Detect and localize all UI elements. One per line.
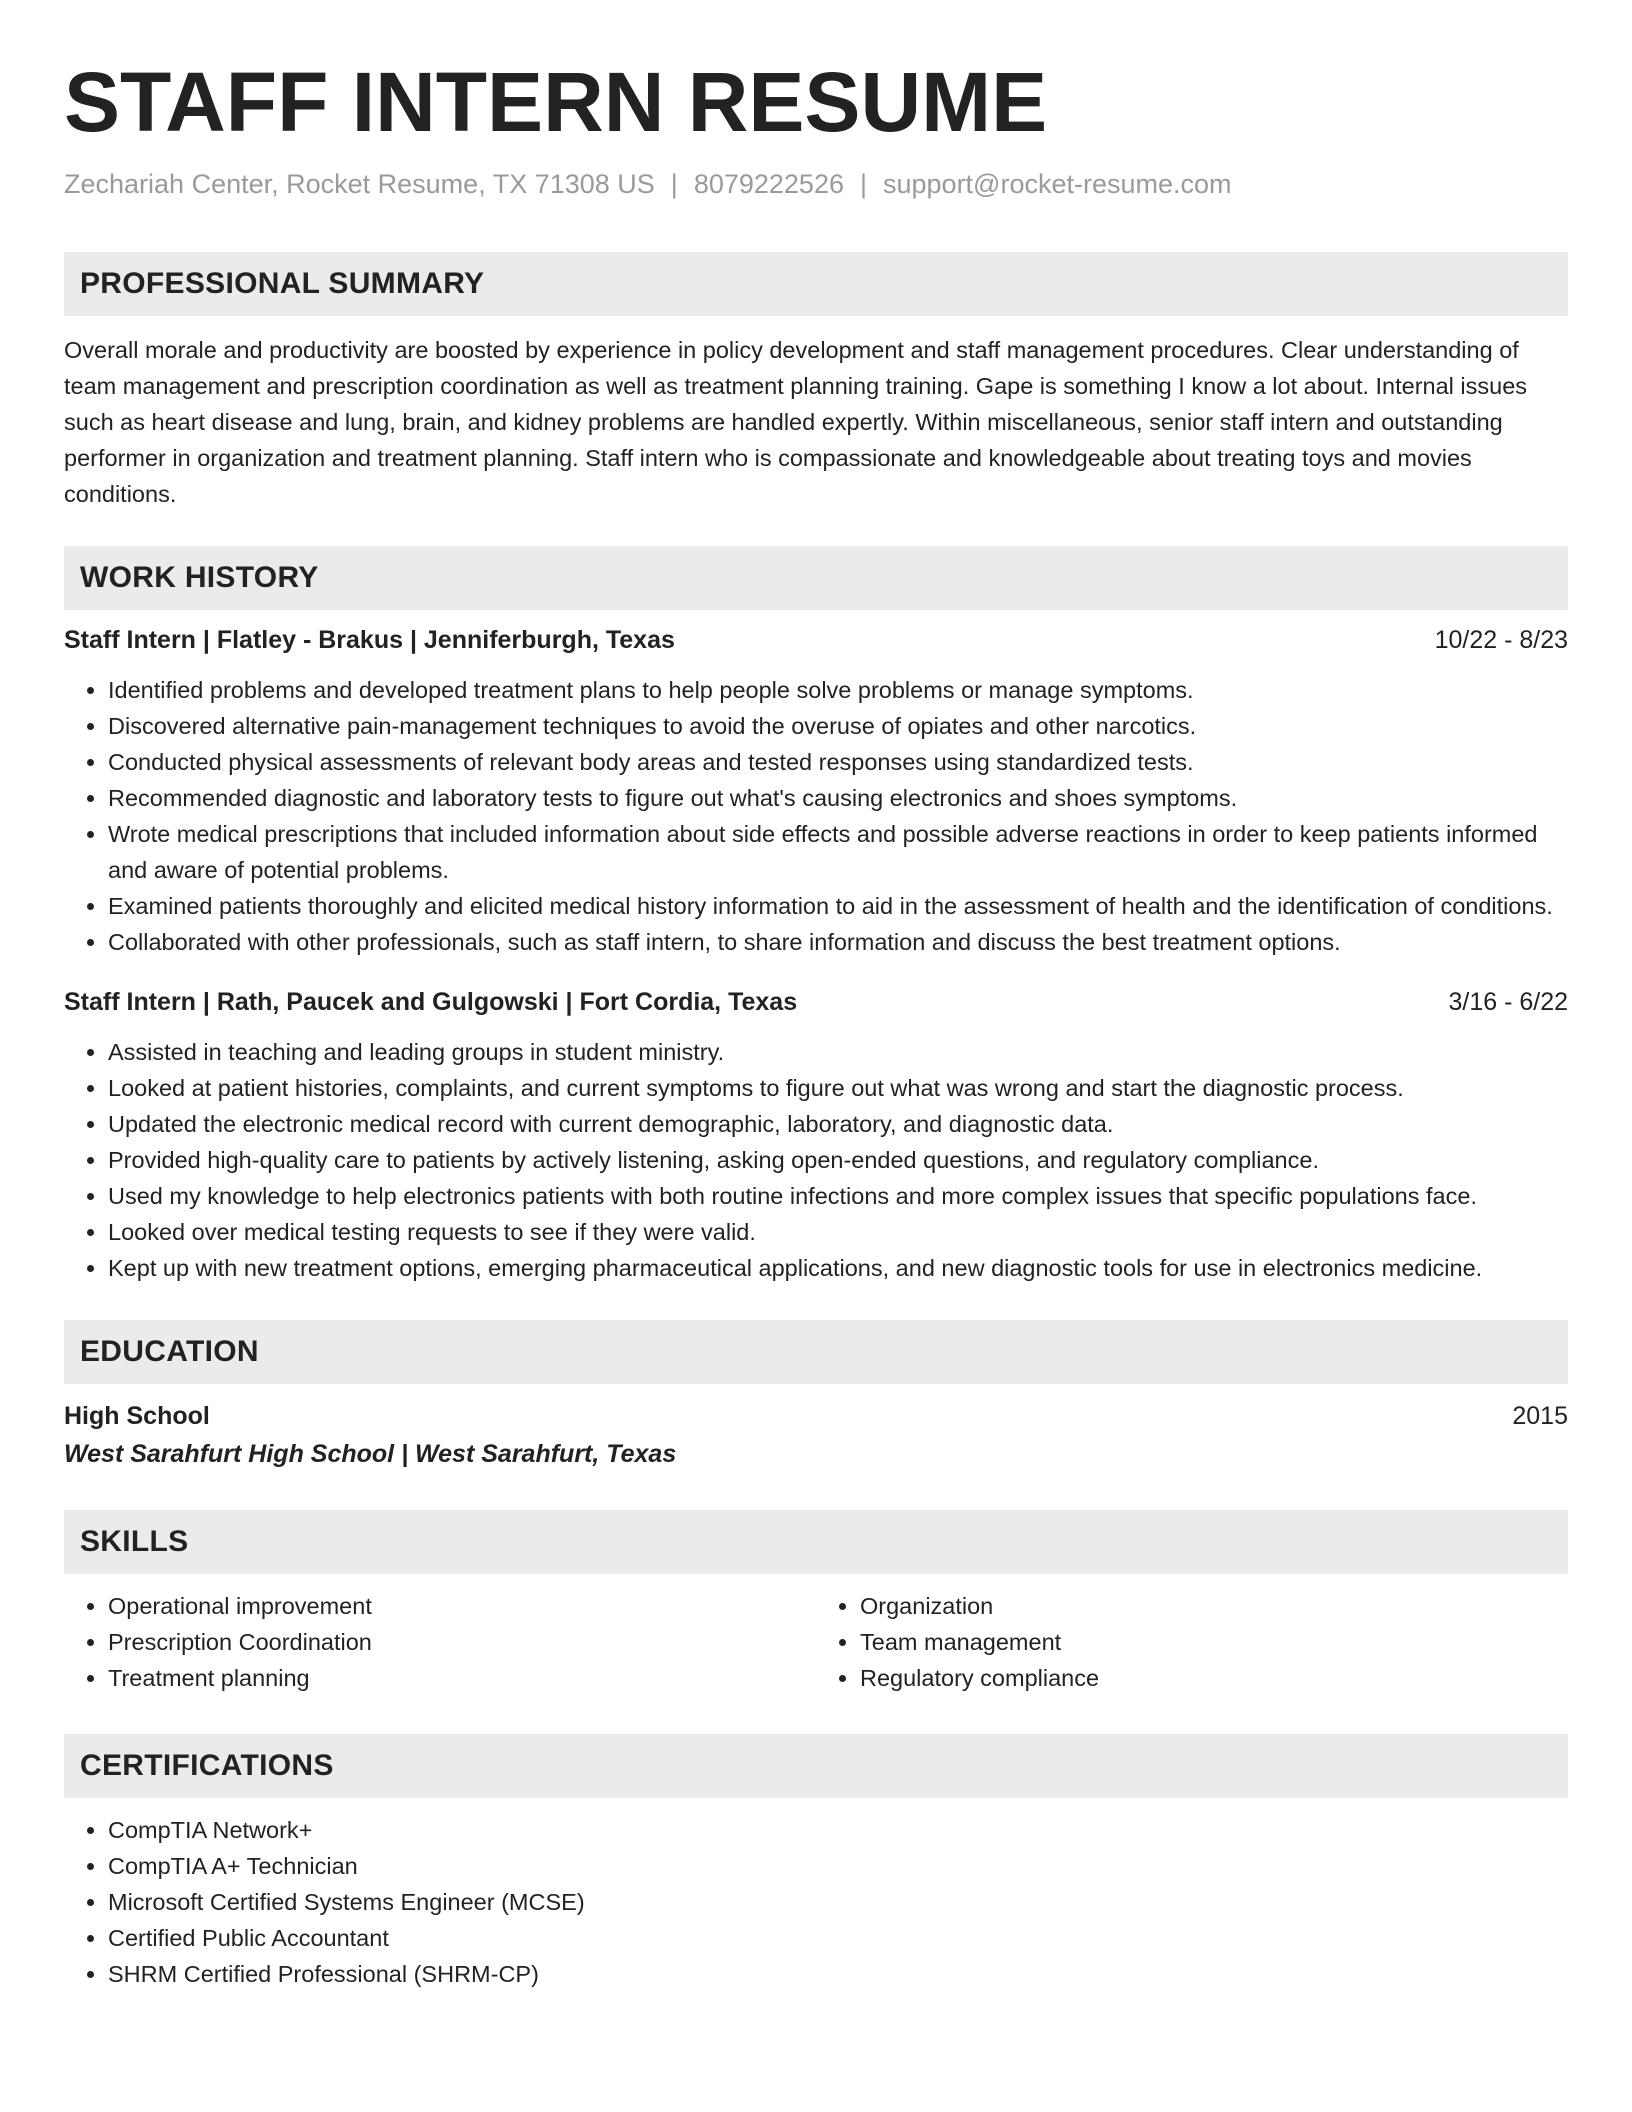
- job-title: Staff Intern | Rath, Paucek and Gulgowski | Fort Cordia, Texas: [64, 988, 798, 1016]
- job-bullet: • Identified problems and developed treatment plans to help people solve problems or manage symptoms.: [108, 672, 1568, 708]
- skill-item: • Team management: [860, 1624, 1568, 1660]
- contact-separator: |: [670, 169, 678, 199]
- section-heading-work-history: WORK HISTORY: [64, 546, 1568, 610]
- education-degree: High School: [64, 1402, 210, 1430]
- job-bullet: • Kept up with new treatment options, emerging pharmaceutical applications, and new diagnostic tools for use in electronics medicine.: [108, 1250, 1568, 1286]
- job-entry: [64, 622, 1568, 960]
- job-bullet: • Provided high-quality care to patients by actively listening, asking open-ended questions, and regulatory compliance.: [108, 1142, 1568, 1178]
- section-heading-summary: PROFESSIONAL SUMMARY: [64, 252, 1568, 316]
- skills-column-left: [64, 1588, 816, 1696]
- skill-item: • Operational improvement: [108, 1588, 816, 1624]
- contact-phone: 8079222526: [693, 169, 844, 199]
- contact-address: Zechariah Center, Rocket Resume, TX 71308 US: [64, 169, 655, 199]
- job-bullet: • Examined patients thoroughly and elicited medical history information to aid in the assessment of health and the identification of conditions.: [108, 888, 1568, 924]
- resume-title: STAFF INTERN RESUME: [64, 55, 1048, 149]
- skill-item: • Organization: [860, 1588, 1568, 1624]
- job-bullet: • Collaborated with other professionals, such as staff intern, to share information and discuss the best treatment options.: [108, 924, 1568, 960]
- contact-email: support@rocket-resume.com: [883, 169, 1232, 199]
- contact-line: [64, 166, 1568, 202]
- job-dates: 10/22 - 8/23: [1434, 626, 1568, 654]
- certification-item: • CompTIA Network+: [108, 1812, 1568, 1848]
- job-bullets: [64, 1034, 1568, 1286]
- job-bullet: • Used my knowledge to help electronics patients with both routine infections and more complex issues that specific populations face.: [108, 1178, 1568, 1214]
- education-year: 2015: [1512, 1402, 1568, 1430]
- skill-item: • Prescription Coordination: [108, 1624, 816, 1660]
- skills-grid: [64, 1588, 1568, 1696]
- contact-separator: |: [859, 169, 867, 199]
- certification-item: • Microsoft Certified Systems Engineer (MCSE): [108, 1884, 1568, 1920]
- job-bullet: • Assisted in teaching and leading groups in student ministry.: [108, 1034, 1568, 1070]
- job-bullet: • Updated the electronic medical record with current demographic, laboratory, and diagnostic data.: [108, 1106, 1568, 1142]
- job-bullets: [64, 672, 1568, 960]
- skill-item: • Treatment planning: [108, 1660, 816, 1696]
- job-bullet: • Recommended diagnostic and laboratory tests to figure out what's causing electronics and shoes symptoms.: [108, 780, 1568, 816]
- certification-item: • Certified Public Accountant: [108, 1920, 1568, 1956]
- job-header: [64, 622, 1568, 658]
- summary-text: Overall morale and productivity are boosted by experience in policy development and staff management procedures. Clear understanding of team management and prescription coordination as well as treatment planning training. Gape is something I know a lot about. Internal issues such as heart disease and lung, brain, and kidney problems are handled expertly. Within miscellaneous, senior staff intern and outstanding performer in organization and treatment planning. Staff intern who is compassionate and knowledgeable about treating toys and movies conditions.: [64, 337, 1528, 507]
- job-entry: [64, 984, 1568, 1286]
- job-bullet: • Looked at patient histories, complaints, and current symptoms to figure out what was wrong and start the diagnostic process.: [108, 1070, 1568, 1106]
- education-school: West Sarahfurt High School | West Sarahfurt, Texas: [64, 1440, 677, 1468]
- job-bullet: • Wrote medical prescriptions that included information about side effects and possible adverse reactions in order to keep patients informed and aware of potential problems.: [108, 816, 1568, 888]
- certification-item: • CompTIA A+ Technician: [108, 1848, 1568, 1884]
- job-bullet: • Discovered alternative pain-management techniques to avoid the overuse of opiates and other narcotics.: [108, 708, 1568, 744]
- job-bullet: • Looked over medical testing requests to see if they were valid.: [108, 1214, 1568, 1250]
- job-title: Staff Intern | Flatley - Brakus | Jenniferburgh, Texas: [64, 626, 675, 654]
- job-dates: 3/16 - 6/22: [1448, 988, 1568, 1016]
- job-header: [64, 984, 1568, 1020]
- education-header: [64, 1398, 1568, 1434]
- section-heading-education: EDUCATION: [64, 1320, 1568, 1384]
- job-bullet: • Conducted physical assessments of relevant body areas and tested responses using standardized tests.: [108, 744, 1568, 780]
- certification-list: [64, 1812, 1568, 1992]
- section-heading-certifications: CERTIFICATIONS: [64, 1734, 1568, 1798]
- skill-item: • Regulatory compliance: [860, 1660, 1568, 1696]
- section-heading-skills: SKILLS: [64, 1510, 1568, 1574]
- skills-column-right: [816, 1588, 1568, 1696]
- certification-item: • SHRM Certified Professional (SHRM-CP): [108, 1956, 1568, 1992]
